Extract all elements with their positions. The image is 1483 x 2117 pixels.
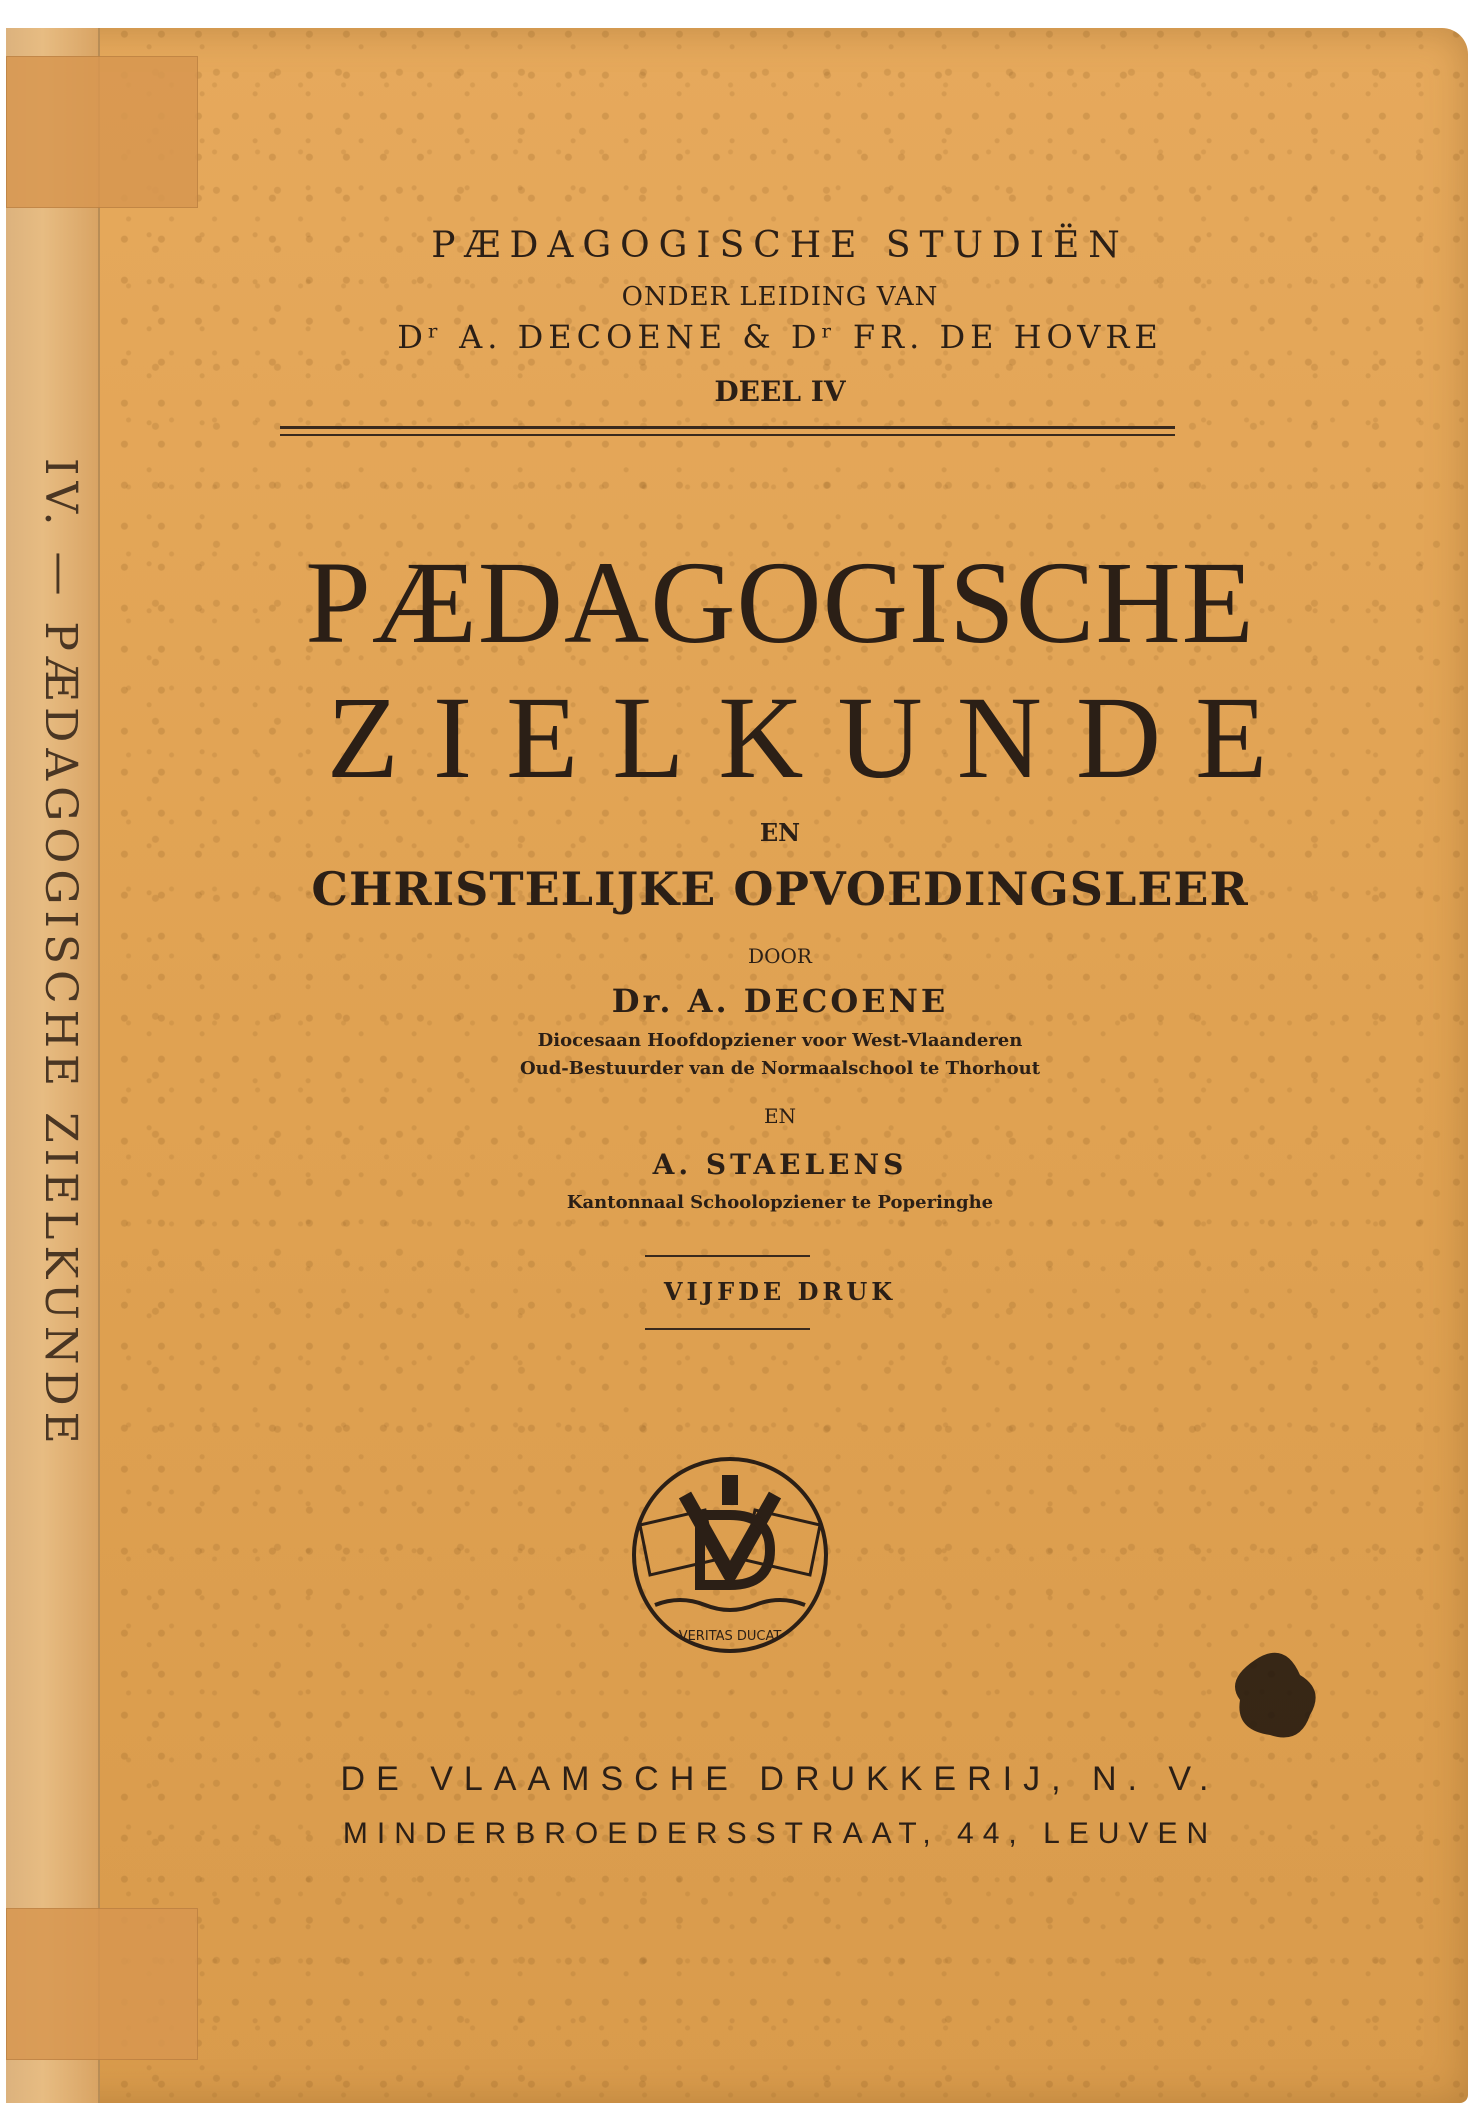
title-conjunction: EN <box>759 818 801 847</box>
edition-rule-bottom <box>645 1328 810 1330</box>
emblem-lamp <box>722 1475 738 1505</box>
author1-name: Dr. A. DECOENE <box>611 982 949 1020</box>
main-title-line1: PÆDAGOGISCHE <box>305 537 1255 668</box>
authors-by: DOOR <box>748 944 812 968</box>
spine-tape-bottom <box>6 1908 198 2060</box>
emblem-waves <box>655 1600 805 1610</box>
publisher-name: DE VLAAMSCHE DRUKKERIJ, N. V. <box>340 1760 1220 1798</box>
series-title: PÆDAGOGISCHE STUDIËN <box>431 225 1129 266</box>
series-volume: DEEL IV <box>714 375 846 408</box>
edition-rule-top <box>645 1255 810 1257</box>
author2-role: Kantonnaal Schoolopziener te Poperinghe <box>566 1192 994 1213</box>
author1-role1: Diocesaan Hoofdopziener voor West-Vlaanderen <box>537 1030 1023 1051</box>
book-spine <box>6 28 100 2103</box>
header-rule-bottom <box>280 434 1175 436</box>
ink-stain-shape <box>1235 1653 1316 1738</box>
header-rule-top <box>280 426 1175 429</box>
series-subtitle: ONDER LEIDING VAN <box>621 282 939 312</box>
main-title-line3: CHRISTELIJKE OPVOEDINGSLEER <box>311 862 1249 916</box>
author2-name: A. STAELENS <box>652 1148 908 1181</box>
spine-tape-top <box>6 56 198 208</box>
publisher-emblem <box>630 1455 830 1655</box>
series-editors: Dʳ A. DECOENE & Dʳ FR. DE HOVRE <box>397 318 1163 356</box>
authors-and: EN <box>763 1104 797 1128</box>
author1-role2: Oud-Bestuurder van de Normaalschool te Thorhout <box>519 1058 1041 1079</box>
main-title-line2: ZIELKUNDE <box>326 672 1302 803</box>
emblem-motto: VERITAS DUCAT <box>678 1629 782 1644</box>
publisher-address: MINDERBROEDERSSTRAAT, 44, LEUVEN <box>342 1817 1218 1850</box>
edition: VIJFDE DRUK <box>663 1277 897 1306</box>
spine-title: IV. — PÆDAGOGISCHE ZIELKUNDE <box>35 458 86 1450</box>
ink-stain <box>1215 1640 1335 1760</box>
